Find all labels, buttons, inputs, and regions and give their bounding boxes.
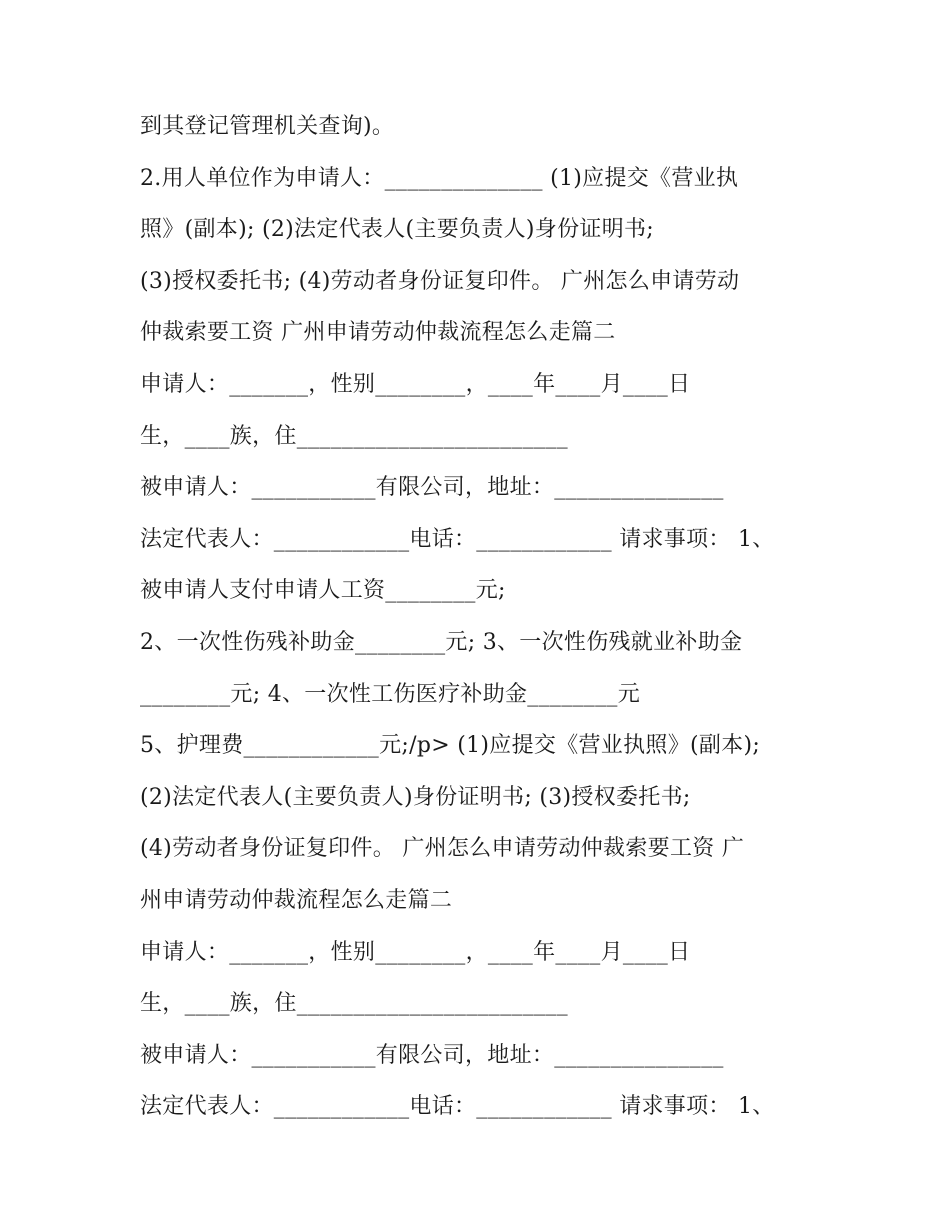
text-line: 生，____族，住________________________: [140, 423, 568, 449]
text-line: 2、一次性伤残补助金________元; 3、一次性伤残就业补助金: [140, 629, 743, 655]
text-line: 申请人：_______，性别________，____年____月____日: [140, 939, 691, 965]
text-line: 2.用人单位作为申请人：______________ (1)应提交《营业执: [140, 165, 739, 191]
text-line: 法定代表人：____________电话：____________ 请求事项： 1、: [140, 526, 775, 552]
text-line: 照》(副本); (2)法定代表人(主要负责人)身份证明书;: [140, 217, 655, 243]
text-line: 到其登记管理机关查询)。: [140, 114, 395, 139]
document-body: [140, 107, 840, 1139]
text-line: (4)劳动者身份证复印件。 广州怎么申请劳动仲裁索要工资 广: [140, 836, 745, 862]
text-line: ________元; 4、一次性工伤医疗补助金________元: [140, 681, 641, 707]
text-line: 5、护理费____________元;/p> (1)应提交《营业执照》(副本);: [140, 733, 761, 759]
text-line: 被申请人：___________有限公司，地址：_______________: [140, 1042, 724, 1068]
text-line: 被申请人：___________有限公司，地址：_______________: [140, 475, 724, 501]
text-line: 申请人：_______，性别________，____年____月____日: [140, 371, 691, 397]
text-line: (3)授权委托书; (4)劳动者身份证复印件。 广州怎么申请劳动: [140, 268, 740, 294]
text-line: 州申请劳动仲裁流程怎么走篇二: [140, 887, 453, 913]
text-line: (2)法定代表人(主要负责人)身份证明书; (3)授权委托书;: [140, 784, 691, 810]
text-line: 仲裁索要工资 广州申请劳动仲裁流程怎么走篇二: [140, 320, 616, 346]
text-line: 被申请人支付申请人工资________元;: [140, 578, 506, 604]
text-line: 生，____族，住________________________: [140, 991, 568, 1017]
text-line: 法定代表人：____________电话：____________ 请求事项： 1、: [140, 1094, 775, 1120]
